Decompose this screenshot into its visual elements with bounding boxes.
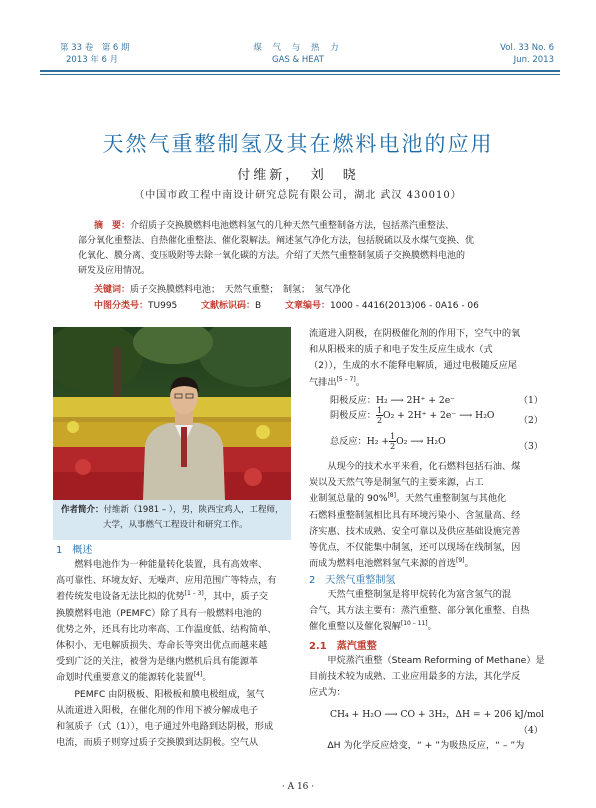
section1-paragraph-1: 燃料电池作为一种能量转化装置，具有高效率、 高可靠性、环境友好、无噪声、应用范围广等特点，有 着传统发电设备无法比拟的优势[1 – 3]，其中，质子交 换膜燃料电池（PEMFC）除了具有一般燃料电池的 优势之外，还具有比功率高、工作温度低、结构简单、 体积小、无电解质损失、寿命长等突出优点而越来越 受到广泛的关注，被誉为是继内燃机后具有能源革 命划时代重要意义的能源转化装置[4]。 PEMFC 由阴极板、阳极板和膜电极组成，氢气 从流道进入阳极，在催化剂的作用下被分解成电子 和氢质子（式（1）），电子通过外电路到达阴极，形成 电流，而质子则穿过质子交换膜到达阴极。空气从 — [56, 559, 277, 749]
equation-3: 总反应：H₂ + $\frac{1}{2}$ O₂ ⟶ H₂O — [330, 432, 446, 451]
abstract-label: 摘 要： — [94, 221, 131, 231]
volume-issue: 第 33 卷 第 6 期 — [60, 43, 130, 53]
abstract-line-2: 部分氧化重整法、自热催化重整法、催化裂解法。阐述氢气净化方法，包括脱硫以及水煤气变换、优 — [78, 236, 475, 246]
article-authors: 付维新， 刘 晓 — [237, 168, 359, 183]
section-heading-2: 2 天然气重整制氢 — [309, 575, 396, 586]
right-paragraph-3: 天然气重整制氢是将甲烷转化为富含氢气的混 合气，其方法主要有：蒸汽重整、部分氧化重整、自热 催化重整以及催化裂解[10 – 11]。 — [309, 589, 530, 633]
author-intro-line-1: 作者简介：付维新（1981 – ），男，陕西宝鸡人，工程师， — [61, 505, 284, 515]
abstract — [78, 219, 518, 279]
equation-4-number: （4） — [518, 725, 543, 736]
article-id: 1000 - 4416(2013)06 - 0A16 - 06 — [330, 301, 479, 311]
author-intro-line-2: 大学，从事燃气工程设计和研究工作。 — [103, 520, 248, 530]
citation: [1 – 3] — [184, 590, 204, 598]
classification-line: 中图分类号：TU995 文献标识码：B 文章编号：1000 - 4416(2013)06 - 0A16 - 06 — [94, 301, 479, 311]
fraction-half: $\frac{1}{2}$ — [390, 432, 396, 451]
subsection-heading-2-1: 2.1 蒸汽重整 — [309, 641, 377, 652]
equation-1-number: （1） — [518, 395, 543, 406]
fraction-half: $\frac{1}{2}$ — [376, 406, 383, 425]
citation: [5 – 7] — [336, 375, 356, 383]
page-number: · A 16 · — [281, 782, 315, 792]
author-photo — [53, 327, 291, 500]
clc-number: TU995 — [148, 301, 178, 311]
keywords-text: 质子交换膜燃料电池； 天然气重整； 制氢； 氢气净化 — [130, 285, 351, 295]
right-paragraph-5: ΔH 为化学反应焓变，“ + ”为吸热反应，“ – ”为 — [309, 740, 525, 751]
doc-code: B — [255, 301, 262, 311]
article-title: 天然气重整制氢及其在燃料电池的应用 — [102, 132, 494, 156]
header-rule-thin — [40, 74, 560, 75]
equation-2: 阴极反应： $\frac{1}{2}$ O₂ + 2H⁺ + 2e⁻ ⟶ H₂O — [330, 406, 495, 425]
article-affiliation: （中国市政工程中南设计研究总院有限公司，湖北 武汉 430010） — [134, 190, 462, 201]
abstract-line-4: 研发及应用情况。 — [78, 266, 151, 276]
citation: [10 – 11] — [400, 620, 428, 628]
right-paragraph-2: 从现今的技术水平来看，化石燃料包括石油、煤 炭以及天然气等是制氢气的主要来源，占工 业制氢总量的 90%[8]。天然气重整制氢与其他化 石燃料重整制氢相比具有环境污染小、含氢量高、经 济实惠、技术成熟、安全可靠以及供应基础设施完善 等优点，不仅能集中制氢，还可以现场在线制氢，因 而成为燃料电池燃料氢气来源的首选[9]。 — [309, 461, 521, 570]
citation: [9] — [456, 557, 465, 565]
keywords — [78, 283, 534, 298]
equation-3-number: （3） — [518, 441, 543, 452]
issue-date: 2013 年 6 月 — [66, 55, 119, 65]
equation-1: 阳极反应：H₂ ⟶ 2H⁺ + 2e⁻ — [330, 395, 456, 406]
equation-4: CH₄ + H₂O ⟶ CO + 3H₂，ΔH = + 206 kJ/mol — [330, 709, 545, 720]
right-paragraph-1: 流道进入阴极，在阴极催化剂的作用下，空气中的氧 和从阳极来的质子和电子发生反应生成水（式 （2）），生成的水不能释电解质，通过电极随反应尾 气排出[5 – 7]。 — [309, 328, 521, 388]
equation-2-number: （2） — [518, 415, 543, 426]
journal-name-en: GAS & HEAT — [272, 55, 324, 65]
abstract-line-1: 摘 要：介绍质子交换膜燃料电池燃料氢气的几种天然气重整制备方法，包括蒸汽重整法、 — [78, 219, 518, 234]
keywords-label: 关键词： — [94, 285, 131, 295]
journal-name-cn: 煤 气 与 热 力 — [253, 43, 343, 53]
section-heading-1: 1 概述 — [56, 545, 93, 556]
volume-issue-en: Vol. 33 No. 6 — [500, 43, 554, 53]
abstract-line-3: 化氧化、膜分离、变压吸附等去除一氧化碳的方法。介绍了天然气重整制氢质子交换膜燃料电池的 — [78, 251, 466, 261]
citation: [4] — [193, 671, 203, 679]
header-rule-thick — [40, 70, 560, 72]
right-paragraph-4: 甲烷蒸汽重整（Steam Reforming of Methane）是 目前技术较为成熟、工业应用最多的方法，其化学反 应式为： — [309, 655, 545, 699]
author-intro — [53, 500, 291, 540]
issue-date-en: Jun. 2013 — [513, 55, 554, 65]
citation: [8] — [387, 492, 396, 500]
